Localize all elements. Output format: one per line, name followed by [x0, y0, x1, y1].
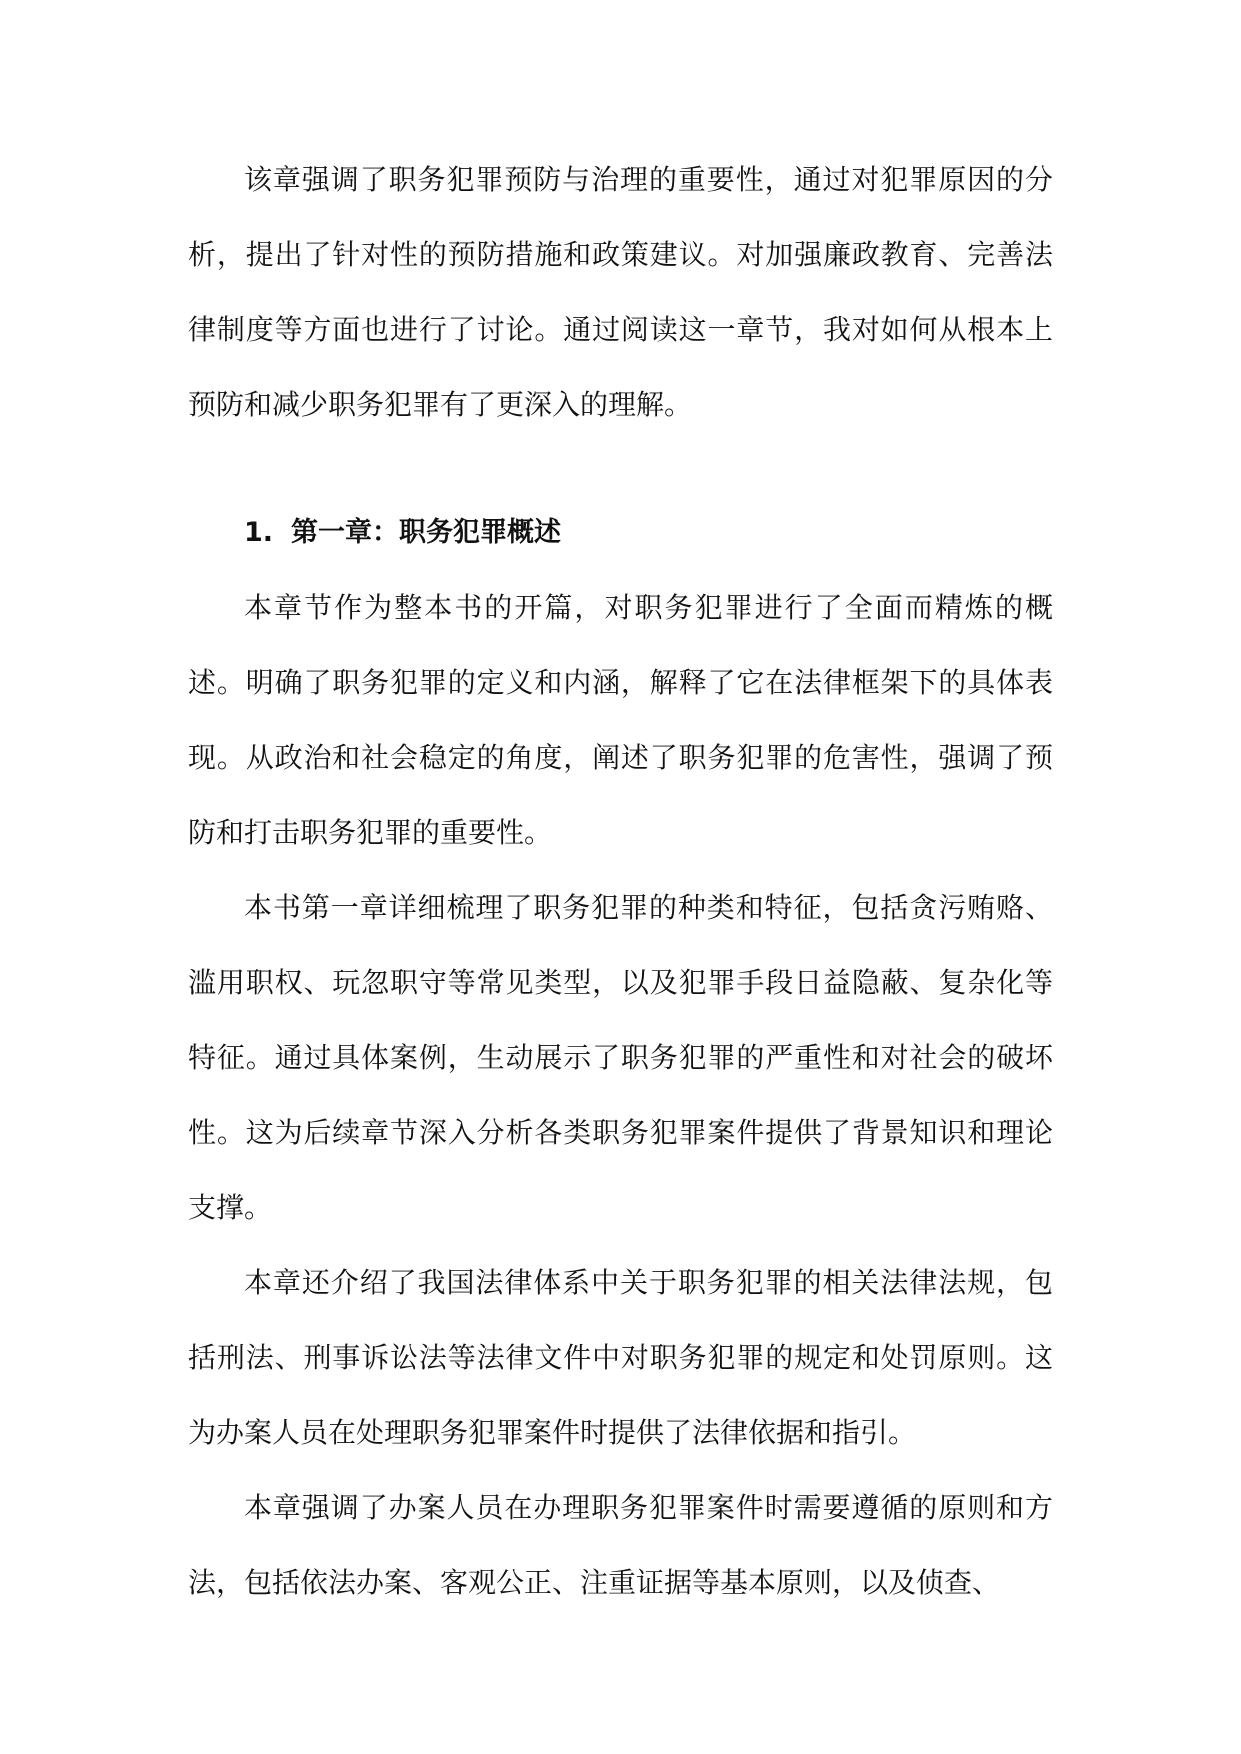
paragraph-overview: 本章节作为整本书的开篇，对职务犯罪进行了全面而精炼的概述。明确了职务犯罪的定义和内涵，解释了它在法律框架下的具体表现。从政治和社会稳定的角度，阐述了职务犯罪的危害性，强调了预防和打击职务犯罪的重要性。: [188, 591, 1053, 849]
paragraph-types: 本书第一章详细梳理了职务犯罪的种类和特征，包括贪污贿赂、滥用职权、玩忽职守等常见类型，以及犯罪手段日益隐蔽、复杂化等特征。通过具体案例，生动展示了职务犯罪的严重性和对社会的破坏性。这为后续章节深入分析各类职务犯罪案件提供了背景知识和理论支撑。: [188, 891, 1053, 1224]
chapter-heading: [188, 495, 1053, 570]
chapter-number: 1.: [244, 517, 274, 548]
document-body: [188, 142, 1053, 1620]
paragraph-intro: 该章强调了职务犯罪预防与治理的重要性，通过对犯罪原因的分析，提出了针对性的预防措施和政策建议。对加强廉政教育、完善法律制度等方面也进行了讨论。通过阅读这一章节，我对如何从根本上预防和减少职务犯罪有了更深入的理解。: [188, 163, 1053, 421]
paragraph-principles: 本章强调了办案人员在办理职务犯罪案件时需要遵循的原则和方法，包括依法办案、客观公正、注重证据等基本原则，以及侦查、: [188, 1491, 1053, 1599]
paragraph-laws: 本章还介绍了我国法律体系中关于职务犯罪的相关法律法规，包括刑法、刑事诉讼法等法律文件中对职务犯罪的规定和处罚原则。这为办案人员在处理职务犯罪案件时提供了法律依据和指引。: [188, 1266, 1053, 1449]
chapter-title: 第一章：职务犯罪概述: [291, 517, 562, 548]
